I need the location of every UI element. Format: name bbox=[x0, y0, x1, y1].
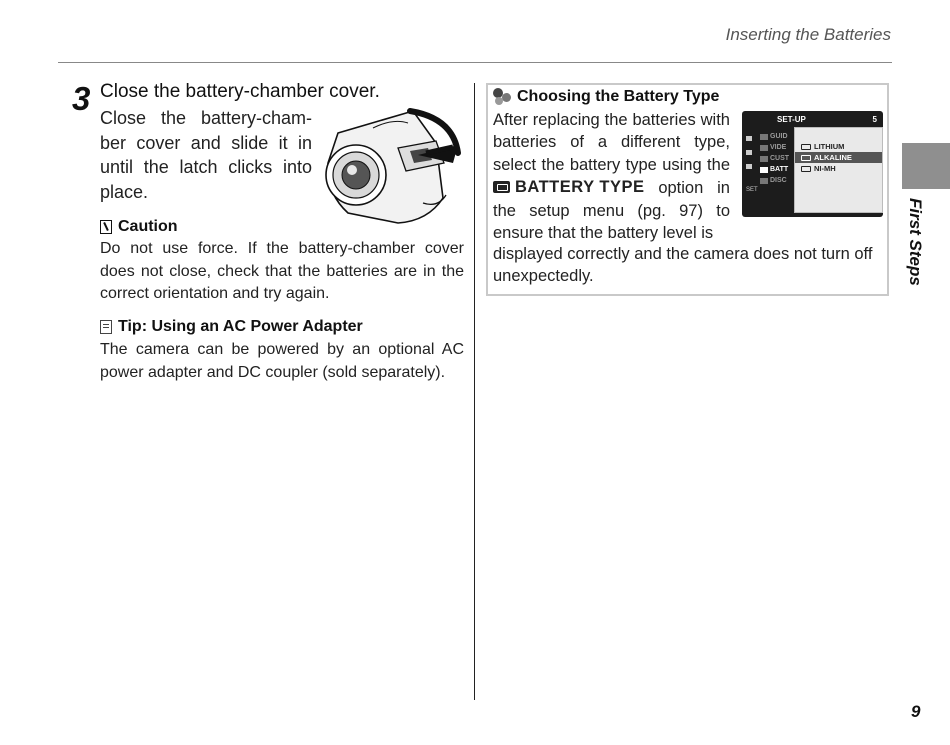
sidebar-text-before: After replacing the batteries with batteries of a different type, select the battery type using the bbox=[493, 111, 730, 174]
menu-title: SET-UP bbox=[777, 115, 806, 124]
sidebar-text-after: option in the setup menu (pg. 97) to ensure that the battery level is bbox=[493, 179, 730, 243]
battery-option-icon bbox=[801, 166, 811, 172]
menu-side-icons bbox=[746, 136, 756, 196]
menu-left-item: VIDE bbox=[760, 142, 800, 153]
caution-heading-row bbox=[100, 218, 178, 236]
menu-label-text: BATTERY TYPE bbox=[515, 178, 645, 197]
tip-heading-row bbox=[100, 318, 363, 336]
menu-left-item: DISC bbox=[760, 175, 800, 186]
battery-type-options bbox=[794, 127, 883, 213]
sidebar-body-continued: displayed correctly and the camera does not turn off unexpectedly. bbox=[493, 245, 873, 286]
tip-icon bbox=[100, 320, 112, 334]
menu-left-item: GUID bbox=[760, 131, 800, 142]
playback-mode-icon bbox=[746, 150, 752, 155]
camera-illustration bbox=[318, 103, 468, 233]
menu-page-number: 5 bbox=[872, 115, 877, 124]
menu-option-nimh: NI-MH bbox=[795, 163, 882, 174]
caution-body: Do not use force. If the battery-chamber cover does not close, check that the batteries are in the correct orientation and try again. bbox=[100, 240, 464, 302]
page-number: 9 bbox=[911, 702, 921, 721]
tip-body: The camera can be powered by an optional AC power adapter and DC coupler (sold separately). bbox=[100, 341, 464, 381]
battery-type-menu-label bbox=[493, 176, 644, 198]
sidebar-body bbox=[493, 109, 730, 245]
menu-option-lithium: LITHIUM bbox=[795, 141, 882, 152]
sidebar-heading-row bbox=[493, 88, 719, 106]
column-divider bbox=[474, 83, 475, 700]
battery-icon bbox=[493, 181, 510, 193]
menu-left-item-selected: BATT bbox=[760, 164, 800, 175]
section-label: First Steps bbox=[906, 198, 925, 286]
setup-wrench-icon bbox=[746, 164, 752, 169]
menu-option-alkaline: ALKALINE bbox=[795, 152, 882, 163]
battery-option-icon bbox=[801, 144, 811, 150]
dots-icon bbox=[493, 88, 513, 106]
menu-left-item: CUST bbox=[760, 153, 800, 164]
battery-option-icon bbox=[801, 155, 811, 161]
step-number: 3 bbox=[72, 80, 91, 117]
tip-heading: Tip: Using an AC Power Adapter bbox=[118, 318, 363, 335]
header-rule bbox=[58, 62, 892, 63]
section-tab bbox=[902, 143, 950, 189]
camera-menu-screen bbox=[742, 111, 883, 217]
step-body: Close the battery-cham-ber cover and slide it in until the latch clicks into place. bbox=[100, 108, 312, 202]
sidebar-heading: Choosing the Battery Type bbox=[517, 88, 720, 105]
menu-side-label: SET bbox=[746, 187, 758, 193]
running-header: Inserting the Batteries bbox=[725, 25, 891, 44]
caution-heading: Caution bbox=[118, 218, 178, 235]
camera-mode-icon bbox=[746, 136, 752, 141]
step-heading: Close the battery-chamber cover. bbox=[100, 81, 380, 102]
caution-icon bbox=[100, 220, 112, 234]
